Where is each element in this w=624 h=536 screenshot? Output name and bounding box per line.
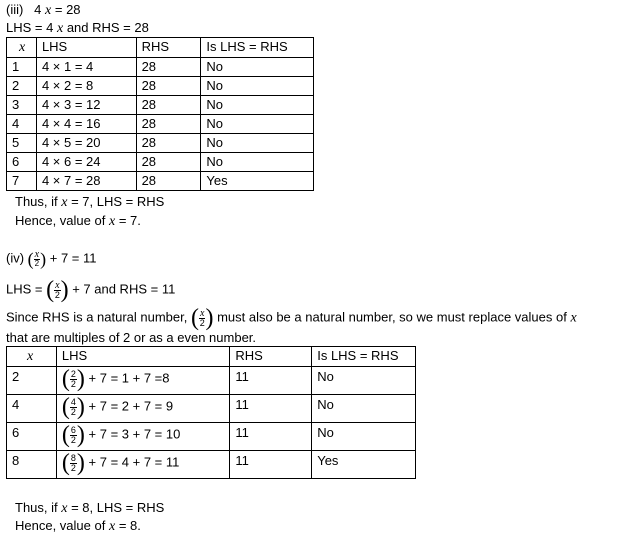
cell-is-equal: No <box>201 134 314 153</box>
cell-x: 7 <box>7 172 37 191</box>
variable-x: x <box>108 519 116 534</box>
table-row <box>7 153 314 172</box>
header-rhs: RHS <box>230 347 312 367</box>
cell-lhs: 4 × 5 = 20 <box>36 134 136 153</box>
cell-is-equal: No <box>201 58 314 77</box>
cell-is-equal: Yes <box>312 451 416 479</box>
variable-x: x <box>61 501 68 516</box>
cell-rhs: 28 <box>136 96 201 115</box>
part4-lhs-rhs: LHS = ( x 2 ) + 7 and RHS = 11 <box>6 277 176 303</box>
cell-lhs: ( 8 2 ) + 7 = 4 + 7 = 11 <box>56 451 229 479</box>
table-row <box>7 134 314 153</box>
cell-is-equal: Yes <box>201 172 314 191</box>
header-lhs: LHS <box>36 38 136 58</box>
cell-x: 4 <box>7 395 57 423</box>
table-row <box>7 77 314 96</box>
cell-x: 5 <box>7 134 37 153</box>
header-is-equal: Is LHS = RHS <box>312 347 416 367</box>
cell-is-equal: No <box>201 115 314 134</box>
header-rhs: RHS <box>136 38 201 58</box>
table-row <box>7 395 416 423</box>
header-lhs: LHS <box>56 347 229 367</box>
part4-label: (iv) <box>6 250 25 266</box>
cell-rhs: 28 <box>136 115 201 134</box>
part3-hence: Hence, value of x = 7. <box>15 213 141 229</box>
fraction-x-over-2: ( x 2 ) <box>46 277 69 303</box>
part3-coef: 4 <box>34 2 42 17</box>
cell-lhs: 4 × 2 = 8 <box>36 77 136 96</box>
table-row <box>7 58 314 77</box>
cell-is-equal: No <box>201 96 314 115</box>
cell-rhs: 28 <box>136 153 201 172</box>
table-row <box>7 367 416 395</box>
cell-rhs: 11 <box>230 423 312 451</box>
cell-rhs: 11 <box>230 367 312 395</box>
part4-equation-rest: + 7 = 11 <box>49 250 97 266</box>
fraction-x-over-2: ( x 2 ) <box>191 305 214 331</box>
variable-x: x <box>61 195 68 210</box>
header-x: x <box>7 38 37 58</box>
part3-lhs-pre: LHS = 4 <box>6 20 54 35</box>
cell-rhs: 11 <box>230 395 312 423</box>
table-header-row <box>7 38 314 58</box>
cell-rhs: 11 <box>230 451 312 479</box>
cell-x: 6 <box>7 423 57 451</box>
part3-thus: Thus, if x = 7, LHS = RHS <box>15 194 165 210</box>
variable-x: x <box>108 214 116 229</box>
cell-lhs: ( 6 2 ) + 7 = 3 + 7 = 10 <box>56 423 229 451</box>
cell-x: 4 <box>7 115 37 134</box>
fraction: ( 4 2 ) <box>61 394 85 420</box>
header-is-equal: Is LHS = RHS <box>201 38 314 58</box>
cell-rhs: 28 <box>136 134 201 153</box>
part4-since: Since RHS is a natural number, ( x 2 ) must also be a natural number, so we must replace values of x <box>6 305 577 331</box>
table-row <box>7 96 314 115</box>
part3-lhs-rhs <box>6 20 149 37</box>
table-row <box>7 115 314 134</box>
cell-lhs: 4 × 3 = 12 <box>36 96 136 115</box>
cell-lhs: 4 × 1 = 4 <box>36 58 136 77</box>
variable-x: x <box>570 310 577 326</box>
cell-x: 6 <box>7 153 37 172</box>
cell-rhs: 28 <box>136 172 201 191</box>
part4-equation <box>6 250 97 268</box>
cell-is-equal: No <box>312 367 416 395</box>
part3-equation <box>6 2 81 19</box>
part3-label: (iii) <box>6 2 24 17</box>
fraction: ( 2 2 ) <box>61 366 85 392</box>
fraction: ( 6 2 ) <box>61 422 85 448</box>
table-row <box>7 423 416 451</box>
cell-x: 8 <box>7 451 57 479</box>
cell-x: 2 <box>7 367 57 395</box>
cell-rhs: 28 <box>136 58 201 77</box>
fraction: ( 8 2 ) <box>61 450 85 476</box>
cell-lhs: 4 × 6 = 24 <box>36 153 136 172</box>
cell-lhs: ( 4 2 ) + 7 = 2 + 7 = 9 <box>56 395 229 423</box>
cell-x: 2 <box>7 77 37 96</box>
cell-rhs: 28 <box>136 77 201 96</box>
table-row <box>7 451 416 479</box>
cell-x: 1 <box>7 58 37 77</box>
cell-x: 3 <box>7 96 37 115</box>
table-row <box>7 172 314 191</box>
part4-table <box>6 346 416 479</box>
part4-thus: Thus, if x = 8, LHS = RHS <box>15 500 165 516</box>
variable-x: x <box>56 21 64 36</box>
header-x: x <box>7 347 57 367</box>
part3-equation-rest: = 28 <box>54 2 81 17</box>
cell-lhs: 4 × 7 = 28 <box>36 172 136 191</box>
cell-is-equal: No <box>312 423 416 451</box>
cell-lhs: ( 2 2 ) + 7 = 1 + 7 =8 <box>56 367 229 395</box>
part4-hence: Hence, value of x = 8. <box>15 518 141 534</box>
cell-lhs: 4 × 4 = 16 <box>36 115 136 134</box>
cell-is-equal: No <box>201 77 314 96</box>
variable-x: x <box>45 3 52 18</box>
part4-since-line2: that are multiples of 2 or as a even number. <box>6 330 257 345</box>
part3-lhs-post: and RHS = 28 <box>66 20 149 35</box>
cell-is-equal: No <box>312 395 416 423</box>
cell-is-equal: No <box>201 153 314 172</box>
fraction-x-over-2: ( x 2 ) <box>27 248 47 269</box>
table-header-row <box>7 347 416 367</box>
part3-table <box>6 37 314 191</box>
